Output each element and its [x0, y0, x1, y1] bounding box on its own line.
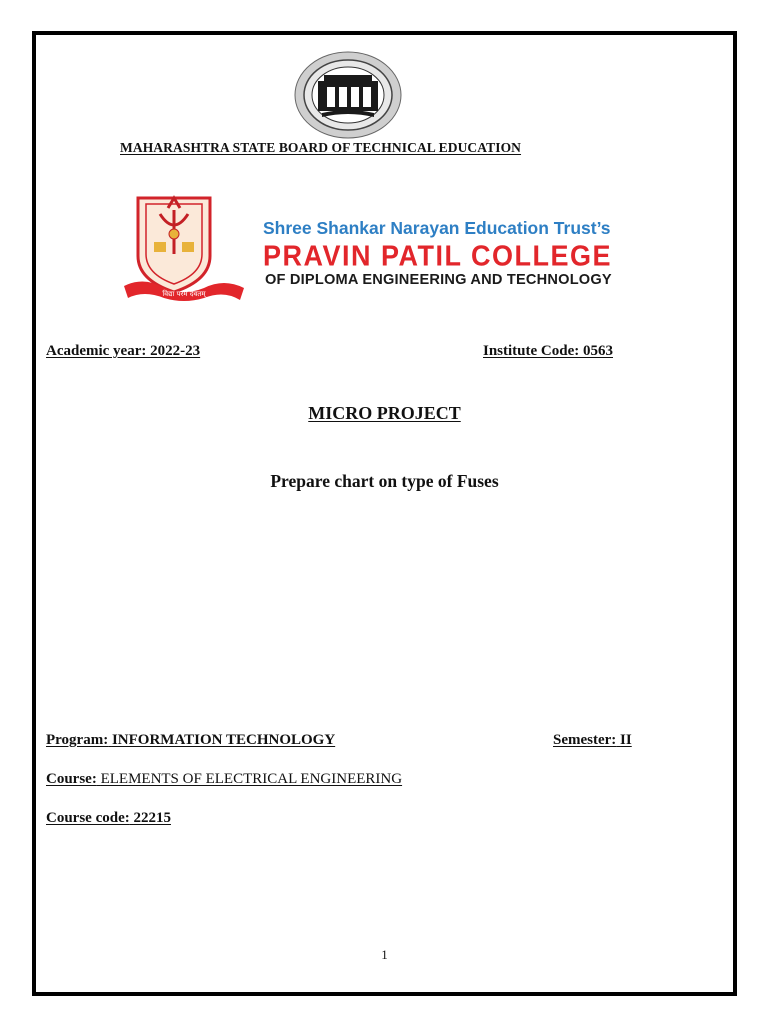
msbte-seal-icon	[294, 51, 402, 139]
semester-line	[553, 732, 632, 749]
course-value: ELEMENTS OF ELECTRICAL ENGINEERING	[100, 771, 403, 787]
course-code-value: 22215	[133, 810, 171, 826]
college-emblem-icon	[124, 192, 244, 304]
trust-name: Shree Shankar Narayan Education Trust’s	[263, 218, 611, 238]
program-line	[46, 732, 335, 749]
course-code-line	[46, 810, 171, 827]
board-name: MAHARASHTRA STATE BOARD OF TECHNICAL EDUCATION	[120, 140, 522, 155]
college-subtitle: OF DIPLOMA ENGINEERING AND TECHNOLOGY	[265, 272, 612, 288]
course-code-label: Course code:	[46, 810, 130, 826]
course-line	[46, 771, 402, 788]
document-heading: MICRO PROJECT	[308, 403, 461, 423]
program-value: INFORMATION TECHNOLOGY	[111, 732, 336, 748]
program-label: Program:	[46, 732, 109, 748]
college-name: PRAVIN PATIL COLLEGE	[263, 240, 613, 272]
svg-text:विद्या परम दैवतम्: विद्या परम दैवतम्	[162, 290, 206, 298]
page-number: 1	[381, 947, 388, 962]
project-topic: Prepare chart on type of Fuses	[270, 471, 499, 491]
institute-code: Institute Code: 0563	[483, 343, 613, 359]
semester-label: Semester:	[553, 732, 617, 748]
course-label: Course:	[46, 771, 97, 787]
academic-year: Academic year: 2022-23	[46, 343, 201, 359]
page-border	[32, 31, 737, 996]
semester-value: II	[620, 732, 632, 748]
